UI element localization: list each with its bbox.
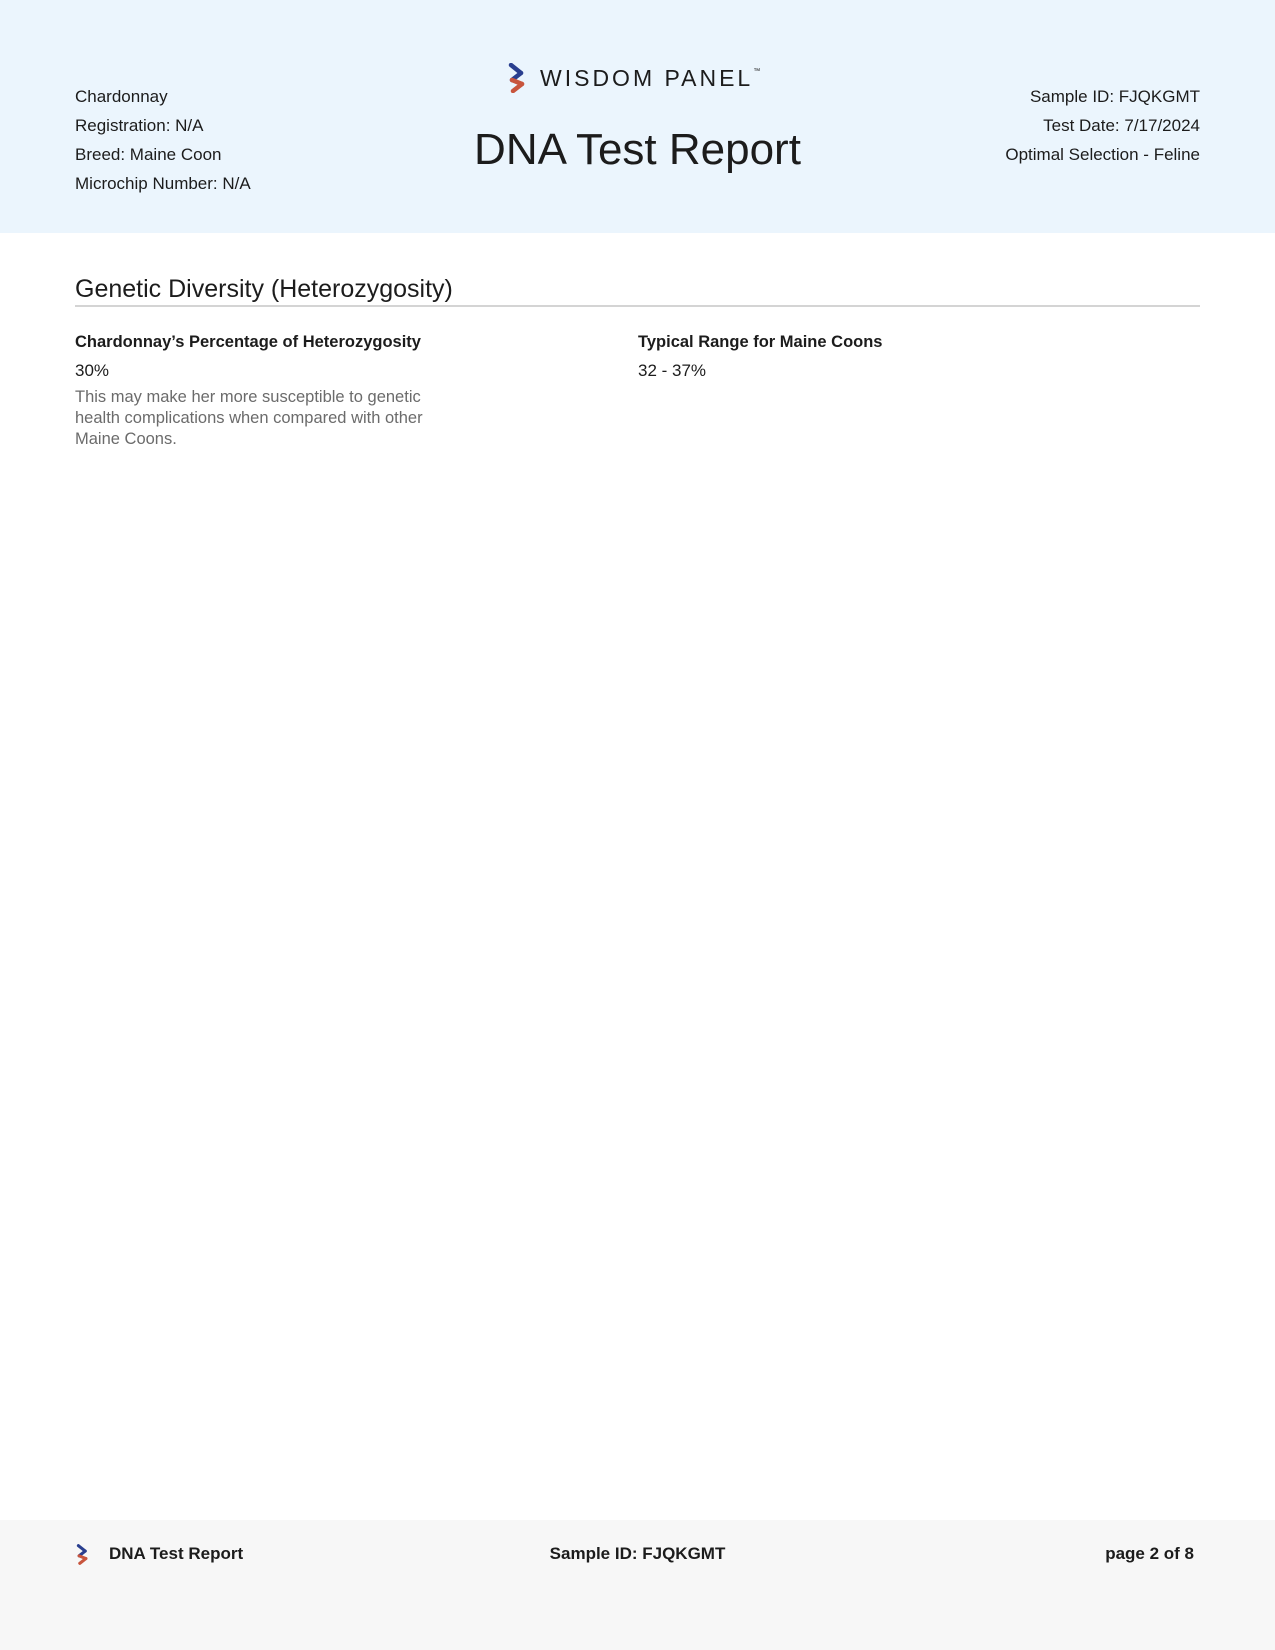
heterozygosity-value: 30% bbox=[75, 361, 110, 380]
helix-logo-icon bbox=[506, 63, 528, 93]
typical-range bbox=[638, 330, 1138, 383]
report-title: DNA Test Report bbox=[474, 125, 801, 174]
section-divider bbox=[75, 305, 1200, 307]
test-date: Test Date: 7/17/2024 bbox=[1043, 116, 1200, 135]
footer-title: DNA Test Report bbox=[109, 1544, 244, 1563]
pet-breed: Breed: Maine Coon bbox=[75, 145, 222, 164]
footer-sample-id: Sample ID: FJQKGMT bbox=[549, 1544, 726, 1563]
brand-trademark: ™ bbox=[753, 68, 761, 75]
brand-name-text: WISDOM PANEL bbox=[540, 65, 754, 91]
sample-info bbox=[1005, 82, 1200, 169]
heterozygosity-label: Chardonnay’s Percentage of Heterozygosity bbox=[75, 333, 421, 351]
pet-registration: Registration: N/A bbox=[75, 116, 204, 135]
section-title: Genetic Diversity (Heterozygosity) bbox=[75, 275, 453, 303]
report-footer bbox=[0, 1520, 1275, 1650]
heterozygosity-result bbox=[75, 330, 455, 450]
pet-name: Chardonnay bbox=[75, 87, 168, 106]
brand-logo bbox=[506, 63, 760, 93]
typical-range-label: Typical Range for Maine Coons bbox=[638, 333, 883, 351]
product-name: Optimal Selection - Feline bbox=[1005, 145, 1200, 164]
report-header bbox=[0, 0, 1275, 233]
page-number: page 2 of 8 bbox=[1105, 1544, 1194, 1563]
brand-name bbox=[540, 63, 760, 93]
pet-microchip: Microchip Number: N/A bbox=[75, 174, 251, 193]
sample-id: Sample ID: FJQKGMT bbox=[1029, 87, 1200, 106]
heterozygosity-note: This may make her more susceptible to genetic health complications when compared with other Maine Coons. bbox=[75, 388, 423, 448]
typical-range-value: 32 - 37% bbox=[638, 361, 707, 380]
